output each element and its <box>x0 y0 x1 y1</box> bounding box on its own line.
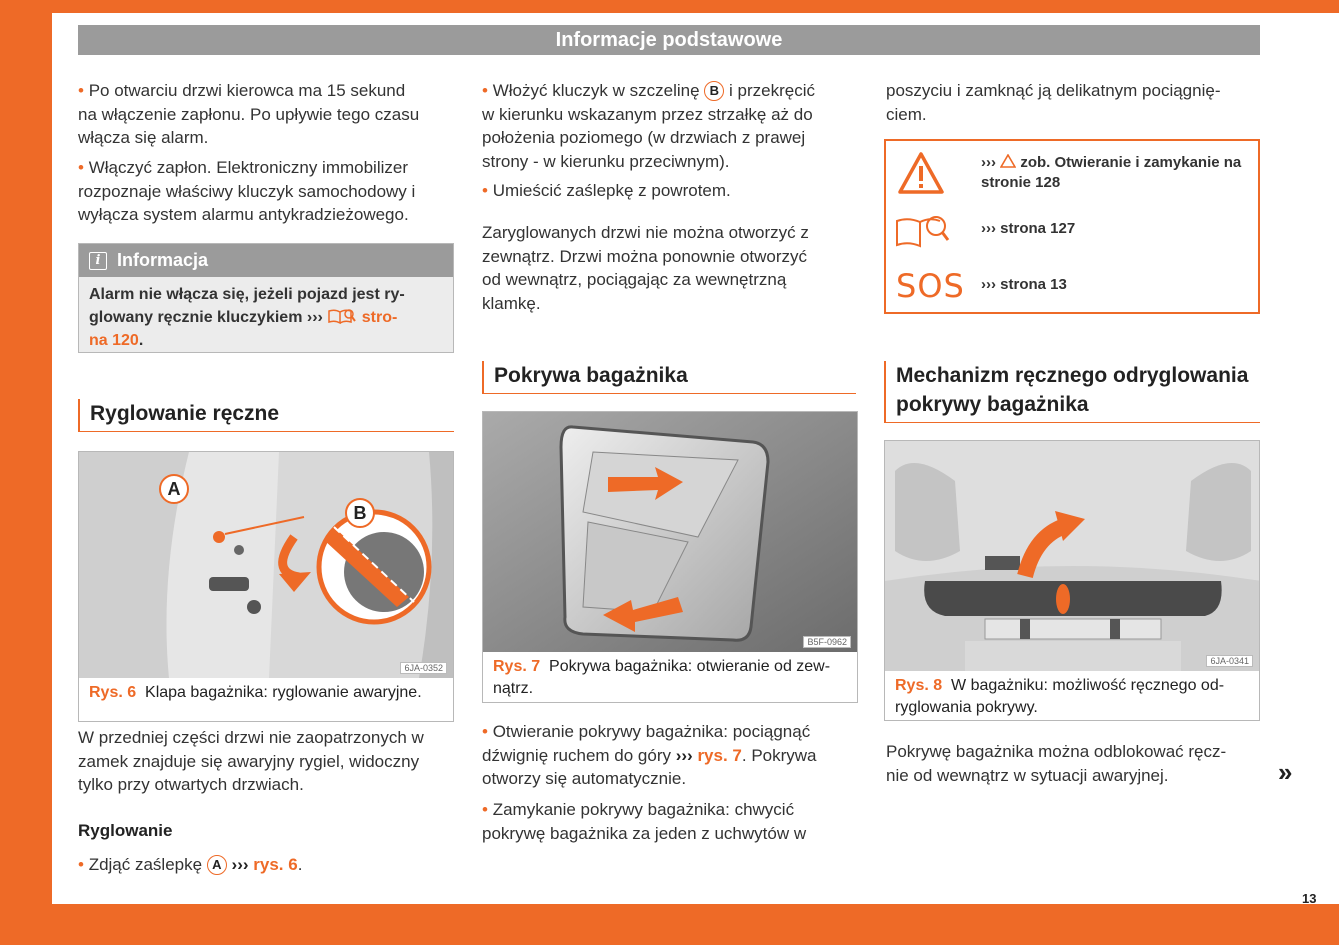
marker-b: B <box>345 498 375 528</box>
marker-a-inline: A <box>207 855 227 875</box>
small-warning-icon <box>1000 154 1016 168</box>
info-body: Alarm nie włącza się, jeżeli pojazd jest ry- glowany ręcznie kluczykiem ››› stro- na 120. <box>89 286 405 349</box>
ref-rys6-link[interactable]: rys. 6 <box>253 855 298 874</box>
info-ref-link-2[interactable]: na 120 <box>89 332 139 349</box>
section-title-ryglowanie: Ryglowanie ręczne <box>78 399 454 432</box>
col2-para-1: • Włożyć kluczyk w szczelinę B i przekręcić w kierunku wskazanym przez strzałkę aż do położenia poziomego (w drzwiach z prawej strony - w kierunku przeciwnym). <box>482 79 862 173</box>
warning-box <box>884 139 1260 314</box>
col2-para-2: • Umieścić zaślepkę z powrotem. <box>482 179 862 203</box>
figure-6-image <box>79 452 453 678</box>
info-header <box>79 244 453 277</box>
figure-8-image <box>885 441 1259 671</box>
figure-6-code: 6JA-0352 <box>400 662 447 674</box>
sos-icon: SOS <box>896 267 965 305</box>
col1-para-2: • Włączyć zapłon. Elektroniczny immobilizer rozpoznaje właściwy kluczyk samochodowy i wyłącza system alarmu antykradzieżowego. <box>78 156 458 227</box>
page-header <box>78 25 1260 55</box>
figure-8-code: 6JA-0341 <box>1206 655 1253 667</box>
sos-row: SOS ››› strona 13 <box>896 267 1067 305</box>
figure-7-code: B5F-0962 <box>803 636 851 648</box>
marker-b-inline: B <box>704 81 724 101</box>
header-title: Informacje podstawowe <box>555 28 783 51</box>
figure-8 <box>884 440 1260 721</box>
col1-para-4: • Zdjąć zaślepkę A ››› rys. 6. <box>78 853 458 877</box>
col2-para-3: Zaryglowanych drzwi nie można otworzyć z zewnątrz. Drzwi można ponownie otworzyć od wewnątrz, pociągając za wewnętrzną klamkę. <box>482 223 809 313</box>
info-icon: i <box>89 252 107 270</box>
page-number: 13 <box>1302 891 1317 906</box>
continue-arrow-icon: » <box>1278 757 1293 787</box>
book-search-icon <box>894 213 950 249</box>
figure-7-image <box>483 412 857 652</box>
warning-link[interactable]: zob. Otwieranie i zamykanie na <box>1020 154 1242 171</box>
figure-6 <box>78 451 454 722</box>
info-box <box>78 243 454 353</box>
page <box>52 13 1339 904</box>
figure-6-caption: Rys. 6 Klapa bagażnika: ryglowanie awaryjne. <box>89 684 422 701</box>
col1-para-1: • Po otwarciu drzwi kierowca ma 15 sekund na włączenie zapłonu. Po upływie tego czasu włącza się alarm. <box>78 79 458 150</box>
ref-rys7-link[interactable]: rys. 7 <box>697 745 742 765</box>
warning-triangle-icon <box>898 151 944 195</box>
section-title-mechanizm: Mechanizm ręcznego odryglowania pokrywy bagażnika <box>884 361 1260 423</box>
info-ref-link[interactable]: stro- <box>361 309 398 326</box>
section-title-pokrywa: Pokrywa bagażnika <box>482 361 856 394</box>
sos-ref-link[interactable]: strona 13 <box>1000 276 1067 293</box>
col2-para-5: • Zamykanie pokrywy bagażnika: chwycić pokrywę bagażnika za jeden z uchwytów w <box>482 798 862 845</box>
col3-para-1: poszyciu i zamknąć ją delikatnym pociągnię- ciem. <box>886 81 1221 124</box>
book-ref-link[interactable]: strona 127 <box>1000 220 1076 237</box>
warning-row: ››› zob. Otwieranie i zamykanie na stronie 128 <box>886 149 1258 199</box>
figure-7-caption: Rys. 7 Pokrywa bagażnika: otwieranie od zew- nątrz. <box>493 658 831 697</box>
figure-7 <box>482 411 858 703</box>
book-row: ››› strona 127 <box>886 213 1258 253</box>
marker-a: A <box>159 474 189 504</box>
info-title: Informacja <box>117 250 209 270</box>
col3-para-2: Pokrywę bagażnika można odblokować ręcz- nie od wewnątrz w sytuacji awaryjnej. <box>886 742 1227 785</box>
figure-8-caption: Rys. 8 W bagażniku: możliwość ręcznego od- ryglowania pokrywy. <box>895 677 1225 716</box>
col1-para-3: W przedniej części drzwi nie zaopatrzonych w zamek znajduje się awaryjny rygiel, widoczny tylko przy otwartych drzwiach. <box>78 728 424 794</box>
book-search-icon <box>327 308 357 324</box>
col2-para-4: • Otwieranie pokrywy bagażnika: pociągnąć dźwignię ruchem do góry ››› rys. 7. Pokrywa otworzy się automatycznie. <box>482 720 862 791</box>
subhead-ryglowanie: Ryglowanie <box>78 821 173 840</box>
